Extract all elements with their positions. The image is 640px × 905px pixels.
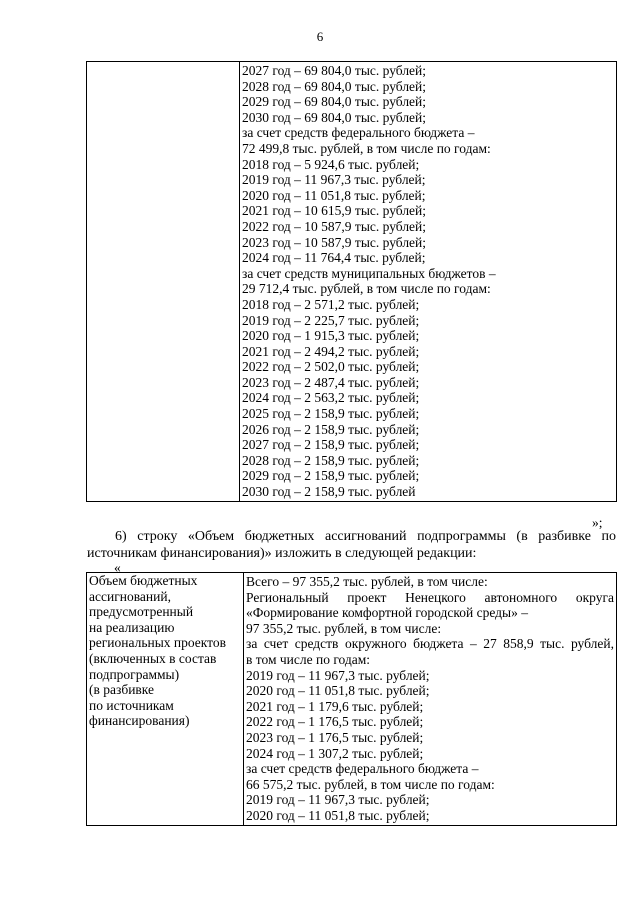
table1-line: 2027 год – 2 158,9 тыс. рублей; [242,437,420,453]
table1-line: 2026 год – 2 158,9 тыс. рублей; [242,421,420,437]
table1-line: за счет средств муниципальных бюджетов – [242,265,496,281]
table2-right-line: 2019 год – 11 967,3 тыс. рублей; [246,667,430,683]
table1-line: 2018 год – 2 571,2 тыс. рублей; [242,296,420,312]
table1-line: 2020 год – 1 915,3 тыс. рублей; [242,328,420,344]
table2-right-line: 2024 год – 1 307,2 тыс. рублей; [246,745,424,761]
table1-line: 2024 год – 2 563,2 тыс. рублей; [242,390,420,406]
table1-line: 2022 год – 10 587,9 тыс. рублей; [242,218,427,234]
table1-line: 2020 год – 11 051,8 тыс. рублей; [242,187,426,203]
table2-right-line: 97 355,2 тыс. рублей, в том числе: [246,620,442,636]
table2-right-line: Всего – 97 355,2 тыс. рублей, в том числе: [246,574,488,589]
table1-line: 2030 год – 69 804,0 тыс. рублей; [242,109,427,125]
table1-line: 2024 год – 11 764,4 тыс. рублей; [242,250,426,266]
table1-line: 2025 год – 2 158,9 тыс. рублей; [242,406,420,422]
table1-line: за счет средств федерального бюджета – [242,125,475,141]
budget-table-continued [86,61,617,502]
table1-left-cell [87,62,240,502]
opening-quote: « [114,560,121,575]
table2-left-line: на реализацию [89,619,175,635]
table2-left-line: ассигнований, [89,588,171,604]
table1-right-lines [242,63,616,500]
table1-line: 2019 год – 2 225,7 тыс. рублей; [242,312,420,328]
table1-line: 2021 год – 2 494,2 тыс. рублей; [242,343,420,359]
table2-left-line: Объем бюджетных [89,573,198,588]
table2-right-line: 66 575,2 тыс. рублей, в том числе по годам: [246,776,495,792]
table2-left-line: (в разбивке [89,682,155,698]
table2-right-line: в том числе по годам: [246,651,371,667]
table2-right-line: 2023 год – 1 176,5 тыс. рублей; [246,729,424,745]
table2-left-line: финансирования) [89,713,190,729]
table2-left-line: региональных проектов [89,635,227,651]
table1-line: 29 712,4 тыс. рублей, в том числе по годам: [242,281,491,297]
table2-right-line: 2022 год – 1 176,5 тыс. рублей; [246,714,424,730]
table2-right-line: 2020 год – 11 051,8 тыс. рублей; [246,807,430,823]
table1-line: 2027 год – 69 804,0 тыс. рублей; [242,63,427,78]
table2-right-lines [246,574,614,824]
table1-line: 2028 год – 2 158,9 тыс. рублей; [242,452,420,468]
table2-right-line: 2020 год – 11 051,8 тыс. рублей; [246,683,430,699]
table1-right-cell [240,62,617,502]
table2-right-line: за счет средств федерального бюджета – [246,761,479,777]
table2-right-cell [244,573,617,826]
table2-left-line: подпрограммы) [89,666,180,682]
table1-line: 2021 год – 10 615,9 тыс. рублей; [242,203,427,219]
closing-quote: »; [592,515,603,530]
table2-left-lines [89,573,241,729]
page-number: 6 [316,29,324,44]
subprogram-budget-table [86,572,617,826]
table2-right-line: за счет средств окружного бюджета – 27 858,9 тыс. рублей, [246,636,614,652]
table2-left-line: (включенных в состав [89,650,217,666]
amendment-paragraph: 6) строку «Объем бюджетных ассигнований подпрограммы (в разбивке по источникам финансирования)» изложить в следующей редакции: [87,529,616,561]
table2-right-line: 2021 год – 1 179,6 тыс. рублей; [246,698,424,714]
table1-line: 2018 год – 5 924,6 тыс. рублей; [242,156,420,172]
table1-line: 72 499,8 тыс. рублей, в том числе по годам: [242,140,491,156]
table1-line: 2023 год – 10 587,9 тыс. рублей; [242,234,427,250]
table1-line: 2029 год – 69 804,0 тыс. рублей; [242,94,427,110]
table1-line: 2029 год – 2 158,9 тыс. рублей; [242,468,420,484]
table2-left-line: по источникам [89,697,174,713]
table1-line: 2023 год – 2 487,4 тыс. рублей; [242,374,420,390]
table2-left-cell [87,573,244,826]
table2-right-line: «Формирование комфортной городской среды» – [246,605,528,621]
table1-line: 2019 год – 11 967,3 тыс. рублей; [242,172,426,188]
table1-line: 2028 год – 69 804,0 тыс. рублей; [242,78,427,94]
table2-right-line: Региональный проект Ненецкого автономного округа [246,589,614,605]
table2-right-line: 2019 год – 11 967,3 тыс. рублей; [246,792,430,808]
table1-line: 2030 год – 2 158,9 тыс. рублей [242,484,416,500]
table2-left-line: предусмотренный [89,604,194,620]
table1-line: 2022 год – 2 502,0 тыс. рублей; [242,359,420,375]
